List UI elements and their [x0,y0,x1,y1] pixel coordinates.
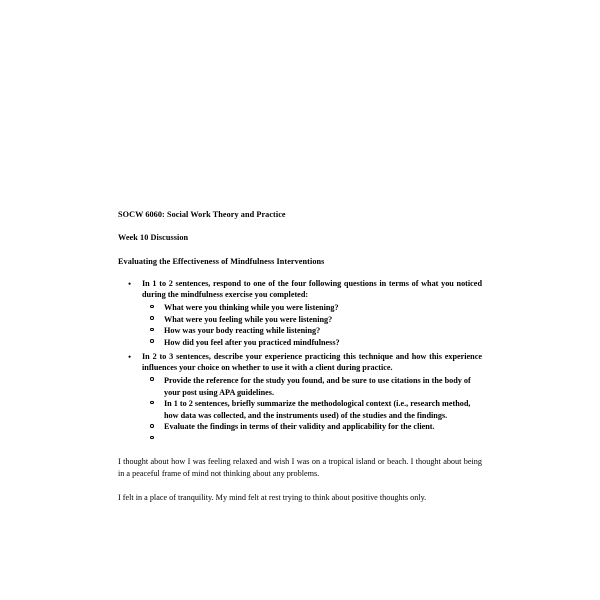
list-item-label: In 1 to 2 sentences, respond to one of the four following questions in terms of what you noticed during the mindfulness exercise you completed: [142,278,482,300]
list-item [142,325,482,337]
response-paragraphs [118,456,482,504]
sub-list-item-label: What were you thinking while you were listening? [164,303,339,313]
instructions-list [118,278,482,441]
sub-list-item-label: What were you feeling while you were listening? [164,314,333,324]
circle-bullet-icon [150,424,154,428]
paragraph: I felt in a place of tranquility. My mind felt at rest trying to think about positive thoughts only. [118,492,427,502]
circle-bullet-icon [150,328,154,332]
list-item [142,433,482,441]
list-item [142,302,482,314]
week-heading: Week 10 Discussion [118,233,189,243]
bullet-icon: • [128,351,132,362]
bullet-icon: • [128,278,132,289]
sub-list [142,302,482,349]
circle-bullet-icon [150,401,154,405]
circle-bullet-icon [150,316,154,320]
sub-list [142,375,482,441]
document-body [118,210,482,504]
list-item [142,421,482,433]
list-item [142,375,482,398]
circle-bullet-icon [150,377,154,381]
sub-list-item-label: How did you feel after you practiced mindfulness? [164,337,340,347]
sub-list-item-label: Evaluate the findings in terms of their validity and applicability for the client. [164,422,435,432]
circle-bullet-icon [150,339,154,343]
sub-list-item-label: How was your body reacting while listening? [164,326,321,336]
list-item [142,398,482,421]
circle-bullet-icon [150,436,154,440]
list-item-label: In 2 to 3 sentences, describe your experience practicing this technique and how this experience influences your choice on whether to use it with a client during practice. [142,351,482,373]
circle-bullet-icon [150,305,154,309]
list-item [118,351,482,441]
course-heading: SOCW 6060: Social Work Theory and Practice [118,210,286,219]
list-item [142,337,482,349]
paragraph: I thought about how I was feeling relaxed and wish I was on a tropical island or beach. I thought about being in a peaceful frame of mind not thinking about any problems. [118,457,482,478]
list-item [142,314,482,326]
sub-list-item-label: Provide the reference for the study you found, and be sure to use citations in the body of your post using APA guidelines. [164,375,471,397]
topic-heading: Evaluating the Effectiveness of Mindfulness Interventions [118,256,325,266]
sub-list-item-label: In 1 to 2 sentences, briefly summarize the methodological context (i.e., research method, how data was collected, and the instruments used) of the studies and the findings. [164,399,471,420]
list-item [118,278,482,349]
